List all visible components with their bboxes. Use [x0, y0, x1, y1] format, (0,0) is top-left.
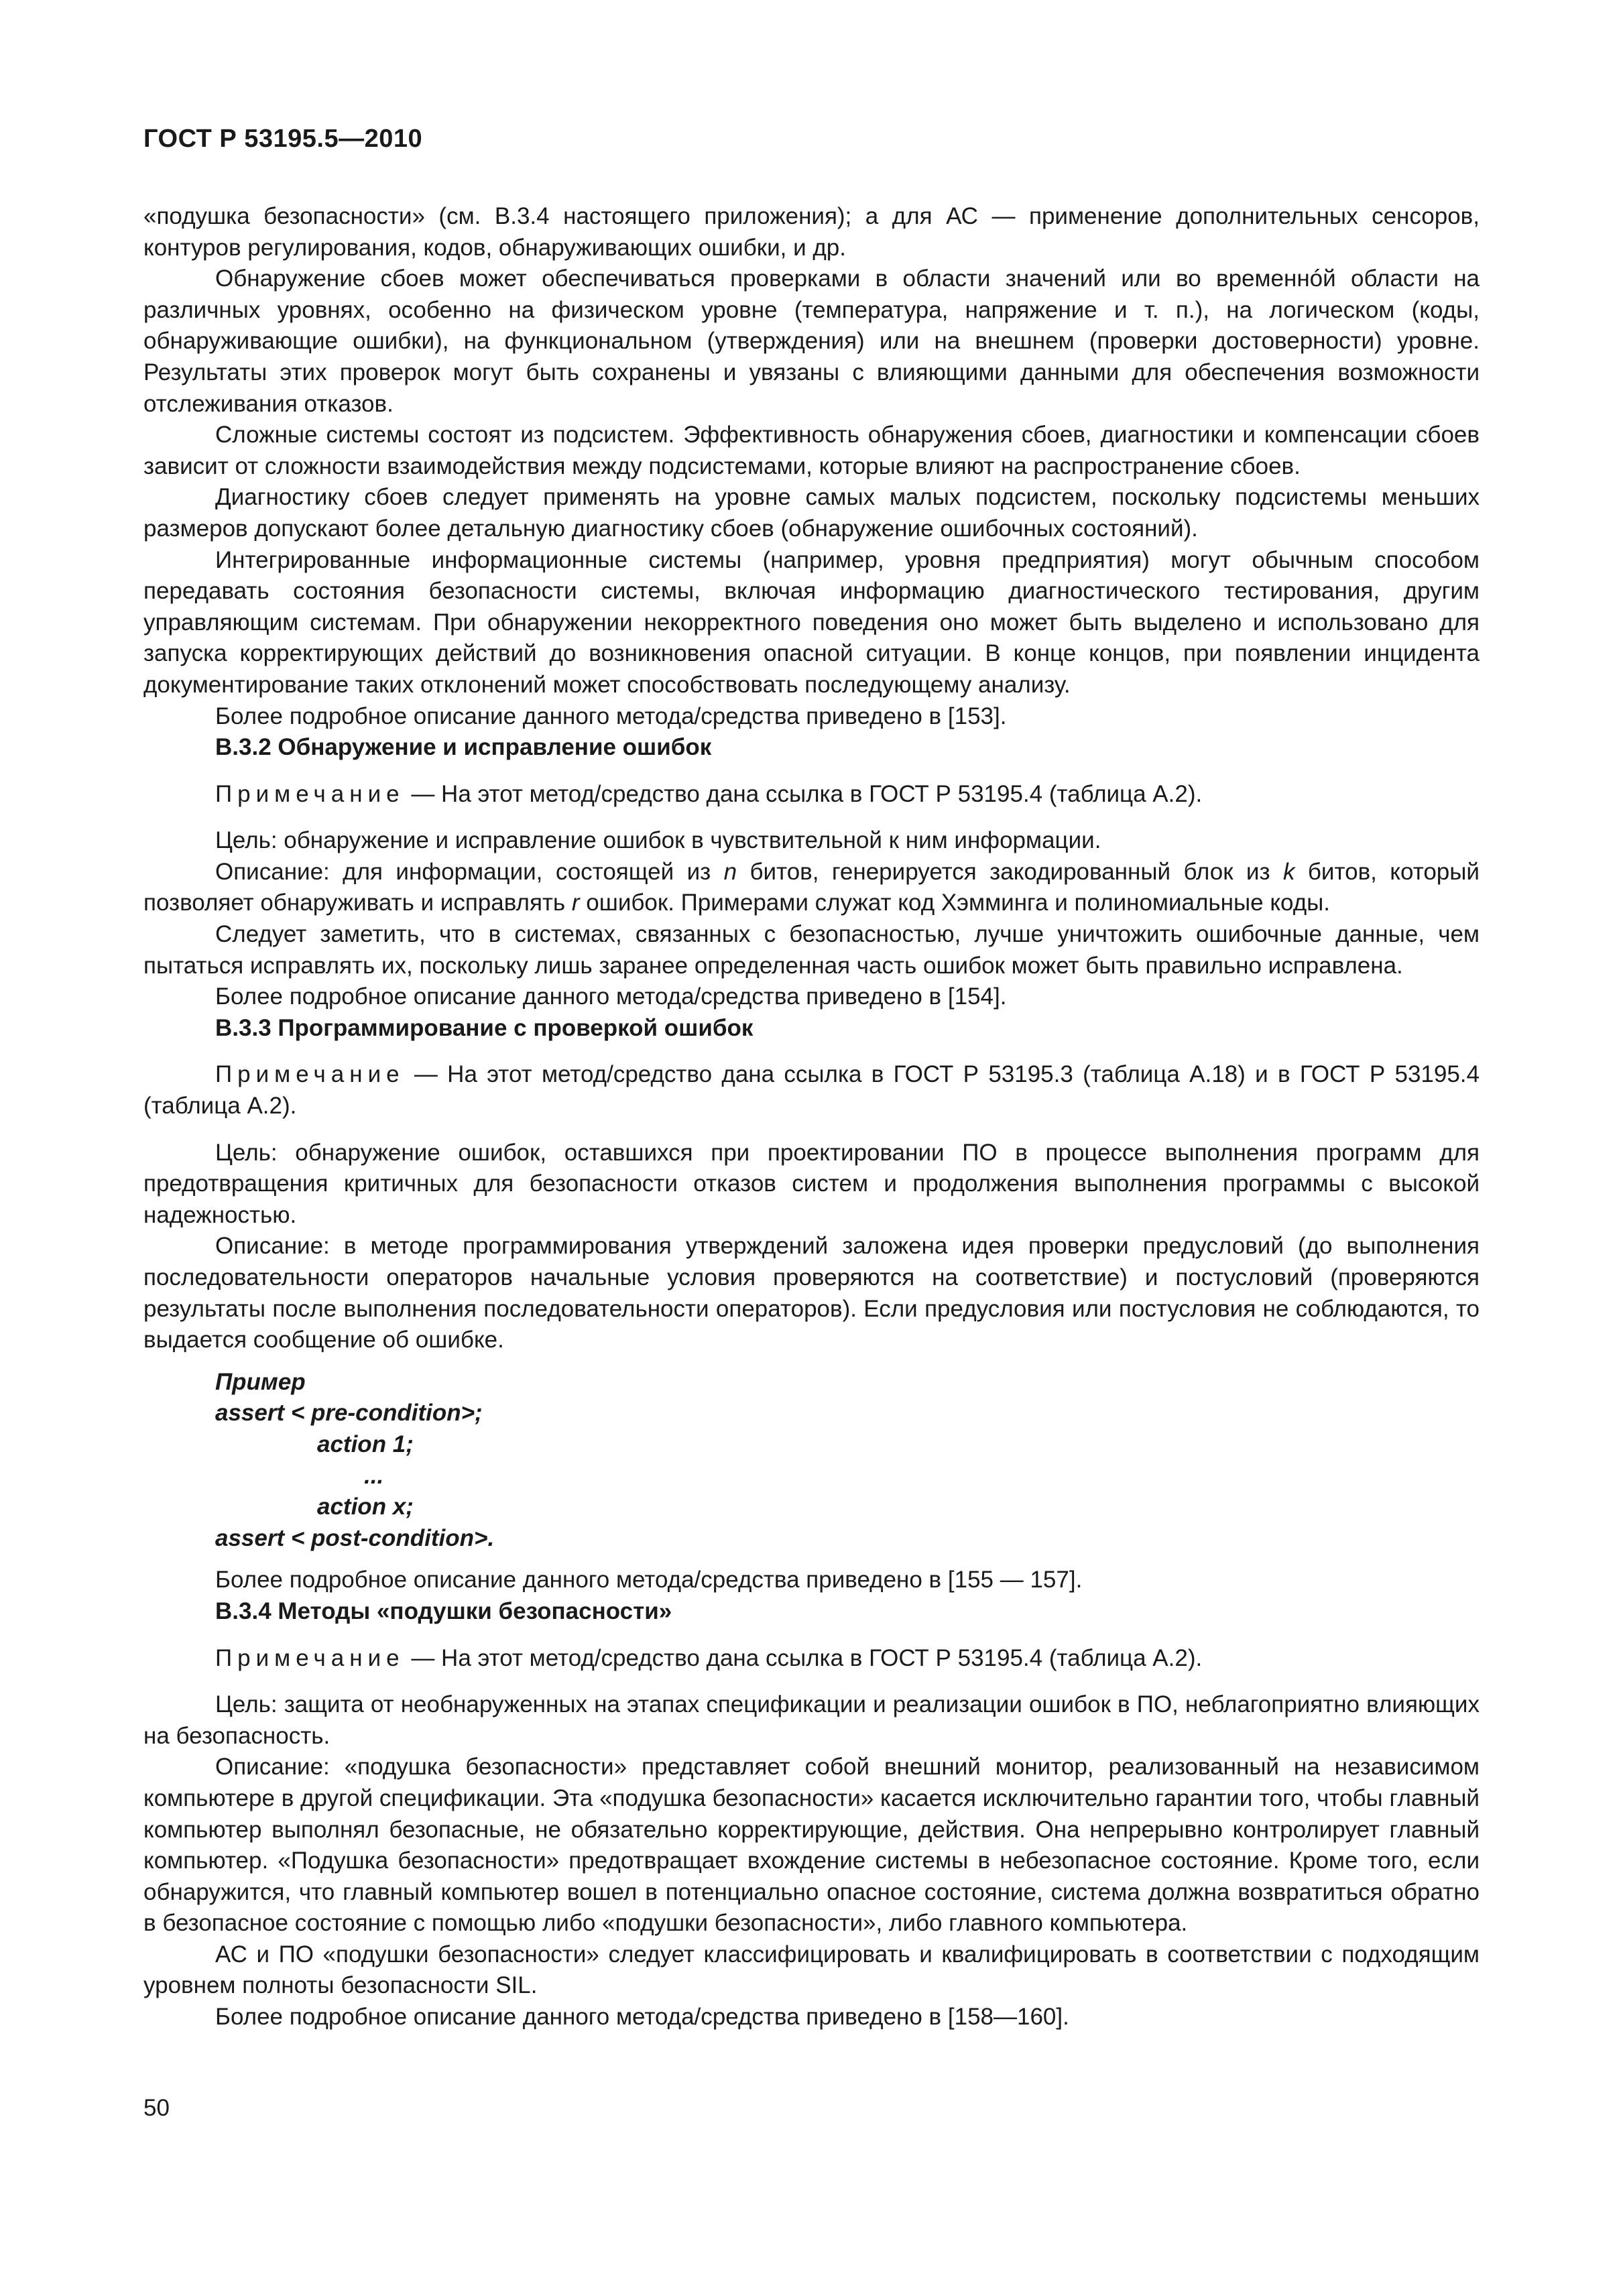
note-b34: [143, 1628, 1480, 1690]
text-run: Описание: для информации, состоящей из: [215, 858, 724, 885]
code-line: assert < post-condition>.: [215, 1524, 495, 1551]
reference-paragraph: Более подробное описание данного метода/средства приведено в [155 — 157].: [215, 1567, 1083, 1593]
page-body: [143, 201, 1480, 2033]
description-paragraph: Описание: в методе программирования утверждений заложена идея проверки предусловий (до выполнения последовательности операторов начальные условия проверяются на соответствие) и постусловий (проверяются результаты после выполнения последовательности операторов). Если предусловия или постусловия не соблюдаются, то выдается сообщение об ошибке.: [143, 1233, 1480, 1353]
section-heading-b33: В.3.3 Программирование с проверкой ошибок: [215, 1014, 754, 1041]
section-heading-b32: В.3.2 Обнаружение и исправление ошибок: [215, 734, 712, 761]
note-label: Примечание: [215, 780, 405, 807]
page-number: 50: [143, 2095, 170, 2121]
goal-paragraph: Цель: обнаружение и исправление ошибок в чувствительной к ним информации.: [215, 827, 1101, 854]
text-run: битов, генерируется закодированный блок из: [737, 858, 1283, 885]
code-line: action x;: [317, 1494, 414, 1520]
text-run: ошибок. Примерами служат код Хэмминга и полиномиальные коды.: [579, 890, 1331, 916]
goal-paragraph: Цель: обнаружение ошибок, оставшихся при проектировании ПО в процессе выполнения программ для предотвращения критичных для безопасности отказов систем и продолжения выполнения программы с высокой надежностью.: [143, 1139, 1480, 1228]
note-text: — На этот метод/средство дана ссылка в ГОСТ Р 53195.3 (таблица А.18) и в ГОСТ Р 53195.4 (таблица А.2).: [143, 1061, 1480, 1120]
variable-r: r: [571, 890, 580, 916]
description-paragraph: Описание: «подушка безопасности» представляет собой внешний монитор, реализованный на независимом компьютере в другой спецификации. Эта «подушка безопасности» касается исключительно гарантии того, чтобы главный компьютер выполнял безопасные, не обязательно корректирующие, действия. Она непрерывно контролирует главный компьютер. «Подушка безопасности» предотвращает вхождение системы в небезопасное состояние. Кроме того, если обнаружится, что главный компьютер вошел в потенциально опасное состояние, система должна возвратиться обратно в безопасное состояние с помощью либо «подушки безопасности», либо главного компьютера.: [143, 1754, 1480, 1937]
paragraph: Диагностику сбоев следует применять на уровне самых малых подсистем, поскольку подсистемы меньших размеров допускают более детальную диагностику сбоев (обнаружение ошибочных состояний).: [143, 484, 1480, 542]
paragraph: Следует заметить, что в системах, связанных с безопасностью, лучше уничтожить ошибочные данные, чем пытаться исправлять их, поскольку лишь заранее определенная часть ошибок может быть правильно исправлена.: [143, 921, 1480, 979]
note-b33: [143, 1044, 1480, 1137]
note-b32: [143, 764, 1480, 826]
section-heading-b34: В.3.4 Методы «подушки безопасности»: [215, 1597, 672, 1624]
variable-k: k: [1282, 858, 1295, 885]
paragraph: Обнаружение сбоев может обеспечиваться проверками в области значений или во временнóй области на различных уровнях, особенно на физическом уровне (температура, напряжение и т. п.), на логическом (коды, обнаруживающие ошибки), на функциональном (утверждения) или на внешнем (проверки достоверности) уровне. Результаты этих проверок могут быть сохранены и увязаны с влияющими данными для обеспечения возможности отслеживания отказов.: [143, 265, 1480, 417]
reference-paragraph: Более подробное описание данного метода/средства приведено в [154].: [215, 983, 1007, 1010]
variable-n: n: [723, 858, 737, 885]
example-title: Пример: [215, 1368, 306, 1395]
code-example: [215, 1356, 1480, 1565]
note-label: Примечание: [215, 1644, 405, 1671]
note-text: — На этот метод/средство дана ссылка в ГОСТ Р 53195.4 (таблица А.2).: [404, 1644, 1203, 1671]
document-header: ГОСТ Р 53195.5—2010: [143, 125, 423, 153]
paragraph: «подушка безопасности» (см. В.3.4 настоящего приложения); а для АС — применение дополнительных сенсоров, контуров регулирования, кодов, обнаруживающих ошибки, и др.: [143, 203, 1480, 261]
goal-paragraph: Цель: защита от необнаруженных на этапах спецификации и реализации ошибок в ПО, неблагоприятно влияющих на безопасность.: [143, 1691, 1480, 1749]
description-paragraph: [143, 857, 1480, 919]
reference-paragraph: Более подробное описание данного метода/средства приведено в [158—160].: [215, 2004, 1069, 2031]
paragraph: АС и ПО «подушки безопасности» следует классифицировать и квалифицировать в соответствии с подходящим уровнем полноты безопасности SIL.: [143, 1941, 1480, 1999]
text-run: битов, который позволяет обнаруживать и исправлять: [143, 858, 1480, 916]
code-line: ...: [364, 1462, 384, 1489]
code-line: action 1;: [317, 1431, 414, 1457]
paragraph: Сложные системы состоят из подсистем. Эффективность обнаружения сбоев, диагностики и компенсации сбоев зависит от сложности взаимодействия между подсистемами, которые влияют на распространение сбоев.: [143, 422, 1480, 479]
paragraph: Интегрированные информационные системы (например, уровня предприятия) могут обычным способом передавать состояния безопасности системы, включая информацию диагностического тестирования, другим управляющим системам. При обнаружении некорректного поведения оно может быть выделено и использовано для запуска корректирующих действий до возникновения опасной ситуации. В конце концов, при появлении инцидента документирование таких отклонений может способствовать последующему анализу.: [143, 546, 1480, 698]
note-label: Примечание: [215, 1061, 405, 1088]
code-line: assert < pre-condition>;: [215, 1400, 483, 1427]
reference-paragraph: Более подробное описание данного метода/средства приведено в [153].: [215, 703, 1007, 729]
note-text: — На этот метод/средство дана ссылка в ГОСТ Р 53195.4 (таблица А.2).: [404, 780, 1203, 807]
